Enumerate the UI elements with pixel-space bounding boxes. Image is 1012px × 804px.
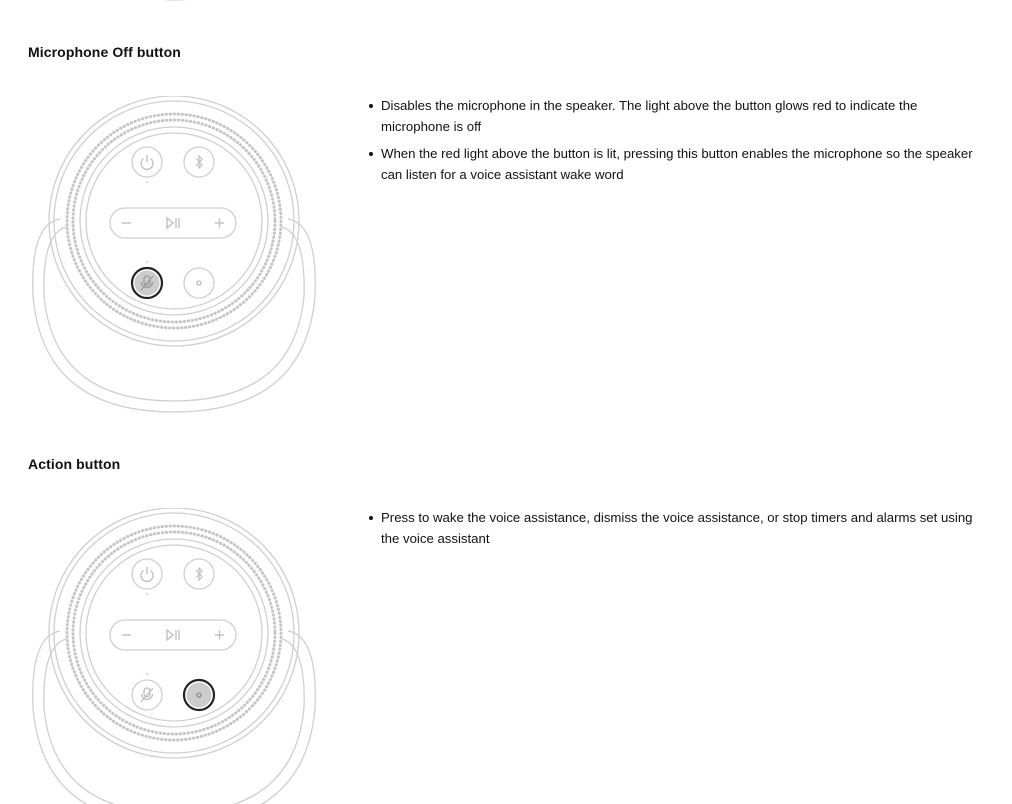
bullet-dot bbox=[369, 516, 373, 520]
section-title-microphone-off: Microphone Off button bbox=[28, 44, 181, 60]
speaker-top-illustration-microphone bbox=[28, 96, 328, 416]
list-item: Disables the microphone in the speaker. The light above the button glows red to indicate the microphone is off bbox=[368, 96, 986, 137]
list-item: Press to wake the voice assistance, dismiss the voice assistance, or stop timers and alarms set using the voice assistant bbox=[368, 508, 986, 549]
bullet-dot bbox=[369, 104, 373, 108]
bullet-list-action bbox=[368, 508, 986, 556]
bullet-list-microphone-off bbox=[368, 96, 986, 192]
action-button-fill bbox=[187, 683, 212, 708]
action-button bbox=[184, 268, 214, 298]
grille-dots bbox=[67, 526, 281, 740]
section-title-action: Action button bbox=[28, 456, 121, 472]
previous-illustration-edge bbox=[140, 0, 210, 4]
grille-dots bbox=[67, 114, 281, 328]
speaker-top-illustration-action bbox=[28, 508, 328, 804]
bullet-dot bbox=[369, 152, 373, 156]
handle-inner bbox=[44, 227, 304, 401]
list-item: When the red light above the button is lit, pressing this button enables the microphone so the speaker can listen for a voice assistant wake word bbox=[368, 144, 986, 185]
